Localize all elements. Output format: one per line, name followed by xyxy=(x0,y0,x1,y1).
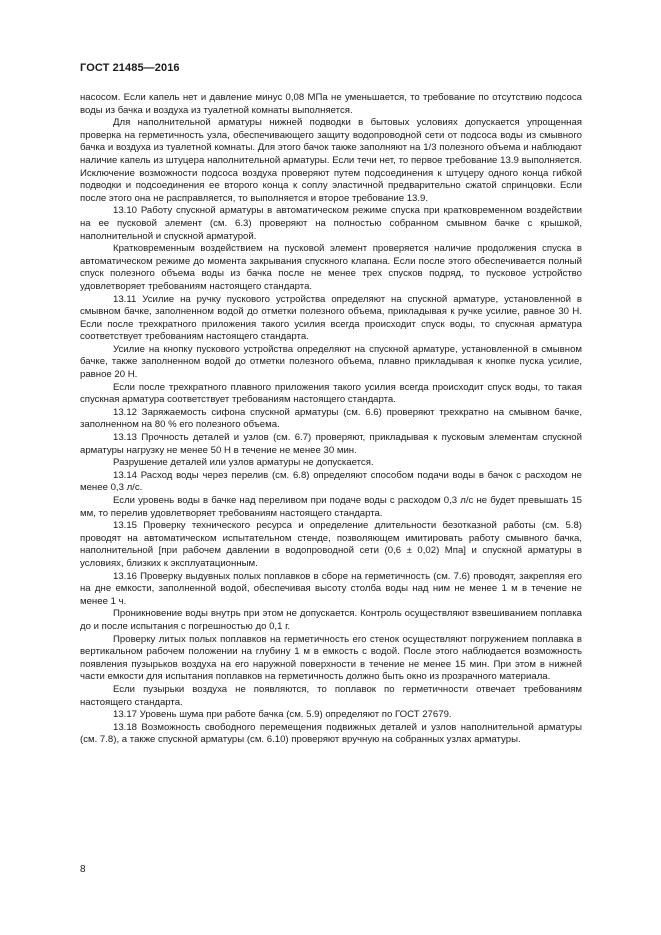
paragraph: 13.17 Уровень шума при работе бачка (см. 5.9) определяют по ГОСТ 27679. xyxy=(113,709,452,721)
paragraph: 13.15 Проверку технического ресурса и определение длительности безотказной работы (см. 5.8) проводят на автоматическом испытательном стенде, позволяющем имитировать работу смывного бачка, наполнительной [при рабочем давлении в водопроводной сети (0,6 ± 0,02) Мпа] и спускной арматуры в условиях, близких к эксплуатационным. xyxy=(80,520,582,569)
paragraph: Разрушение деталей или узлов арматуры не допускается. xyxy=(113,457,374,469)
page-number: 8 xyxy=(80,864,86,875)
paragraph: Кратковременным воздействием на пусковой элемент проверяется наличие продолжения спуска в автоматическом режиме до момента закрывания спускного клапана. Если после этого обеспечивается полный спуск полезного объема воды из бачка после не менее трех спусков подряд, то пусковое устройство удовлетворяет требованиям настоящего стандарта. xyxy=(80,243,582,292)
document-body xyxy=(80,92,582,747)
paragraph: насосом. Если капель нет и давление минус 0,08 МПа не уменьшается, то требование по отсутствию подсоса воды из бачка и воздуха из туалетной комнаты выполняется. xyxy=(80,92,582,116)
paragraph: 13.13 Прочность деталей и узлов (см. 6.7) проверяют, прикладывая к пусковым элементам спускной арматуры нагрузку не менее 50 Н в течение не менее 30 мин. xyxy=(80,432,582,456)
paragraph: Если уровень воды в бачке над переливом при подаче воды с расходом 0,3 л/с не будет превышать 15 мм, то перелив удовлетворяет требованиям настоящего стандарта. xyxy=(80,495,582,519)
paragraph: Усилие на кнопку пускового устройства определяют на спускной арматуре, установленной в смывном бачке, также заполненном водой до отметки полезного объема, плавно прикладывая к кнопке пуска усилие, равное 20 Н. xyxy=(80,343,582,381)
paragraph: 13.10 Работу спускной арматуры в автоматическом режиме спуска при кратковременном воздействии на ее пусковой элемент (см. 6.3) проверяют на полностью собранном смывном бачке с крышкой, наполнительной и спускной арматурой. xyxy=(80,205,582,242)
paragraph: 13.11 Усилие на ручку пускового устройства определяют на спускной арматуре, установленной в смывном бачке, заполненном водой до отметки полезного объема, прикладывая к ручке усилие, равное 30 Н. Если после трехкратного приложения такого усилия всегда происходит спуск воды, то спускная арматура соответствует требованиям настоящего стандарта. xyxy=(80,293,582,343)
paragraph: Проверку литых полых поплавков на герметичность его стенок осуществляют погружением поплавка в вертикальном рабочем положении на глубину 1 м в емкость с водой. После этого наблюдается возможность появления пузырьков воздуха на его наружной поверхности в течение не менее 15 мин. При этом в нижней части емкости для испытания поплавков на герметичность должно быть окно из прозрачного материала. xyxy=(80,633,582,683)
paragraph: 13.18 Возможность свободного перемещения подвижных деталей и узлов наполнительной арматуры (см. 7.8), а также спускной арматуры (см. 6.10) проверяют вручную на собранных узлах арматуры. xyxy=(80,721,582,746)
document-header: ГОСТ 21485—2016 xyxy=(80,62,180,74)
paragraph: Если после трехкратного плавного приложения такого усилия всегда происходит спуск воды, то такая спускная арматура соответствует требованиям настоящего стандарта. xyxy=(80,381,582,406)
paragraph: Для наполнительной арматуры нижней подводки в бытовых условиях допускается упрощенная проверка на герметичность узла, обеспечивающего защиту водопроводной сети от подсоса воды из смывного бачка и воздуха из туалетной комнаты. Для этого бачок также заполняют на 1/3 полезного объема и наблюдают наличие капель из штуцера наполнительной арматуры. Если течи нет, то первое требование 13.9 выполняется. Исключение возможности подсоса воздуха проверяют путем подсоединения к штуцеру одного конца гибкой подводки и подсоединения ее второго конца к соплу эластичной предварительно сжатой спринцовки. Если после этого она не расправляется, то выполняется и второе требование 13.9. xyxy=(80,117,582,204)
paragraph: 13.12 Заряжаемость сифона спускной арматуры (см. 6.6) проверяют трехкратно на смывном бачке, заполненном на 80 % его полезного объема. xyxy=(80,406,582,431)
paragraph: Если пузырьки воздуха не появляются, то поплавок по герметичности отвечает требованиям настоящего стандарта. xyxy=(80,683,582,708)
paragraph: Проникновение воды внутрь при этом не допускается. Контроль осуществляют взвешиванием поплавка до и после испытания с погрешностью до 0,1 г. xyxy=(80,608,582,632)
paragraph: 13.16 Проверку выдувных полых поплавков в сборе на герметичность (см. 7.6) проводят, закрепляя его на дне емкости, заполненной водой, обеспечивая высоту столба воды над ним не менее 1 м в течение не менее 1 ч. xyxy=(80,570,582,607)
paragraph: 13.14 Расход воды через перелив (см. 6.8) определяют способом подачи воды в бачок с расходом не менее 0,3 л/с. xyxy=(80,469,582,494)
